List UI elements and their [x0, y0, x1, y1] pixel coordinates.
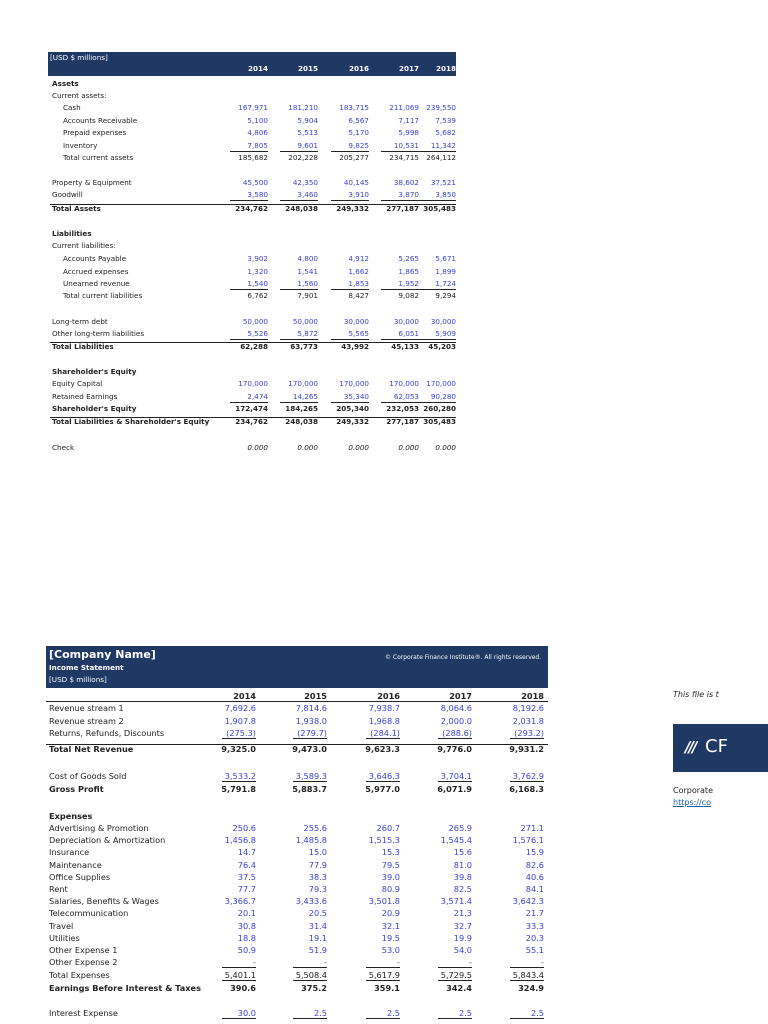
income-unit-label: [USD $ millions]	[49, 675, 107, 684]
balance-cell: 43,992	[341, 342, 369, 351]
balance-cell: 10,531	[381, 141, 419, 152]
income-cell: 39.0	[381, 871, 400, 882]
income-cell: 1,456.8	[224, 835, 256, 846]
balance-cell: 1,899	[435, 266, 456, 276]
income-cell: 1,938.0	[295, 715, 327, 726]
income-cell: 79.3	[308, 884, 327, 894]
balance-cell: 45,203	[428, 342, 456, 351]
balance-cell: 90,280	[418, 392, 456, 403]
balance-cell: 1,853	[331, 279, 369, 290]
current-asset-row: Cash	[63, 103, 81, 112]
income-cell: 55.1	[525, 945, 544, 955]
balance-cell: 3,910	[331, 190, 369, 201]
balance-cell: 211,069	[389, 103, 419, 112]
balance-cell: 9,294	[435, 291, 456, 300]
income-cell: 265.9	[448, 823, 472, 833]
income-cell: 271.1	[520, 823, 544, 833]
income-cell: 5,977.0	[365, 784, 400, 794]
balance-cell: 1,320	[247, 266, 268, 276]
check-row: Check	[52, 443, 75, 452]
income-cell: 7,938.7	[368, 703, 400, 713]
balance-cell: 5,682	[435, 128, 456, 137]
balance-cell: 234,762	[235, 204, 268, 213]
balance-cell: 5,265	[398, 254, 419, 263]
balance-cell: 167,971	[238, 103, 268, 112]
balance-cell: 248,038	[285, 417, 318, 426]
cfi-logo	[673, 724, 768, 772]
expense-row: Rent	[49, 884, 68, 894]
income-cell: 1,515.3	[368, 835, 400, 846]
balance-cell: 11,342	[418, 141, 456, 152]
balance-cell: 7,539	[435, 115, 456, 125]
balance-cell: 172,474	[235, 404, 268, 413]
income-cell: 260.7	[376, 823, 400, 833]
balance-cell: 2,474	[230, 392, 268, 403]
income-year-header: 2018	[521, 691, 544, 701]
income-cell: 84.1	[525, 884, 544, 894]
income-cell: (279.7)	[293, 728, 327, 739]
current-liabilities-label: Current liabilities:	[52, 241, 116, 250]
current-asset-row: Inventory	[63, 140, 98, 150]
balance-cell: 0.000	[435, 443, 456, 452]
income-cell: 37.5	[237, 871, 256, 882]
balance-cell: 30,000	[343, 317, 369, 326]
income-cell: 21.7	[525, 908, 544, 919]
balance-cell: 5,904	[297, 115, 318, 125]
income-cell: 3,704.1	[438, 771, 472, 782]
income-cell: 3,433.6	[295, 896, 327, 907]
income-year-header: 2014	[233, 691, 256, 701]
ebit-row: Earnings Before Interest & Taxes	[49, 983, 201, 993]
income-cell: 15.3	[381, 847, 400, 858]
total-liabilities-equity-row: Total Liabilities & Shareholder's Equity	[52, 417, 210, 426]
income-cell: -	[366, 957, 400, 968]
balance-year-header: 2014	[247, 64, 268, 73]
income-cell: -	[438, 957, 472, 968]
income-cell: 359.1	[374, 983, 400, 993]
income-cell: 15.6	[453, 847, 472, 858]
balance-cell: 3,580	[230, 190, 268, 201]
income-cell: 324.9	[518, 983, 544, 993]
total-rule	[50, 204, 456, 205]
income-cell: 5,401.1	[222, 970, 256, 981]
income-cell: 80.9	[381, 884, 400, 894]
cfi-logo-mark-icon: ///	[685, 738, 696, 756]
income-cell: 390.6	[230, 983, 256, 993]
income-cell: 3,366.7	[224, 896, 256, 907]
balance-cell: 62,053	[381, 392, 419, 403]
expense-row: Other Expense 1	[49, 945, 118, 955]
balance-cell: 14,265	[280, 392, 318, 403]
expense-row: Office Supplies	[49, 871, 111, 882]
income-cell: 18.8	[237, 932, 256, 943]
balance-cell: 5,909	[418, 329, 456, 340]
income-year-header: 2016	[377, 691, 400, 701]
side-note: This file is t	[673, 690, 719, 699]
income-company-name: [Company Name]	[49, 648, 156, 661]
income-cell: 54.0	[453, 945, 472, 955]
balance-cell: 37,521	[430, 178, 456, 187]
goodwill-row: Goodwill	[52, 190, 83, 199]
balance-cell: 205,340	[336, 404, 369, 413]
income-cell: 2.5	[293, 1008, 327, 1019]
balance-cell: 264,112	[426, 153, 456, 162]
balance-cell: 5,526	[230, 329, 268, 340]
balance-cell: 1,540	[230, 279, 268, 290]
balance-cell: 8,427	[348, 291, 369, 300]
balance-cell: 40,145	[343, 178, 369, 187]
income-cell: 3,642.3	[512, 896, 544, 907]
liabilities-title: Liabilities	[52, 229, 92, 238]
balance-cell: 50,000	[242, 317, 268, 326]
balance-unit-label: [USD $ millions]	[50, 53, 108, 62]
income-cell: 32.1	[381, 920, 400, 931]
total-net-revenue-row: Total Net Revenue	[49, 744, 134, 754]
income-cell: 33.3	[525, 920, 544, 931]
total-assets-row: Total Assets	[52, 204, 101, 213]
income-cell: 40.6	[525, 871, 544, 882]
balance-cell: 7,901	[297, 291, 318, 300]
income-cell: 9,473.0	[292, 744, 327, 754]
balance-cell: 260,280	[423, 404, 456, 413]
balance-cell: 181,210	[288, 103, 318, 112]
income-cell: 2,031.8	[512, 715, 544, 726]
balance-cell: 7,117	[398, 115, 419, 125]
income-cell: 20.3	[525, 932, 544, 943]
balance-cell: 3,870	[381, 190, 419, 201]
balance-cell: 277,187	[386, 417, 419, 426]
balance-cell: 170,000	[389, 379, 419, 388]
income-cell: 5,883.7	[292, 784, 327, 794]
balance-cell: 3,902	[247, 254, 268, 263]
income-cell: 6,071.9	[437, 784, 472, 794]
income-cell: 255.6	[303, 823, 327, 833]
assets-title: Assets	[52, 79, 79, 88]
income-cell: 32.7	[453, 920, 472, 931]
balance-cell: 42,350	[292, 178, 318, 187]
retained-earnings-row: Retained Earnings	[52, 392, 118, 401]
balance-cell: 4,800	[297, 254, 318, 263]
expense-row: Other Expense 2	[49, 957, 118, 968]
income-cell: 3,533.2	[222, 771, 256, 782]
income-year-header: 2015	[304, 691, 327, 701]
balance-cell: 9,082	[398, 291, 419, 300]
cfi-logo-text: CF	[705, 736, 728, 757]
balance-cell: 5,513	[297, 128, 318, 137]
equity-capital-row: Equity Capital	[52, 379, 103, 388]
balance-cell: 7,805	[230, 141, 268, 152]
current-liability-row: Accrued expenses	[63, 266, 129, 276]
balance-cell: 63,773	[290, 342, 318, 351]
income-cell: 250.6	[232, 823, 256, 833]
income-cell: 375.2	[301, 983, 327, 993]
income-cell: (284.1)	[366, 728, 400, 739]
balance-cell: 6,567	[348, 115, 369, 125]
expense-row: Utilities	[49, 932, 80, 943]
balance-cell: 9,601	[280, 141, 318, 152]
balance-cell: 1,560	[280, 279, 318, 290]
income-year-header: 2017	[449, 691, 472, 701]
total-current-liabilities: Total current liabilities	[63, 291, 143, 300]
balance-cell: 35,340	[331, 392, 369, 403]
interest-expense-row: Interest Expense	[49, 1008, 118, 1018]
balance-cell: 170,000	[339, 379, 369, 388]
long-term-debt-row: Long-term debt	[52, 317, 108, 326]
current-asset-row: Prepaid expenses	[63, 128, 127, 137]
total-liabilities-row: Total Liabilities	[52, 342, 114, 351]
balance-cell: 4,806	[247, 128, 268, 137]
income-cell: 1,907.8	[224, 715, 256, 726]
balance-cell: 1,865	[398, 266, 419, 276]
income-cell: 5,617.9	[366, 970, 400, 981]
current-liability-row: Unearned revenue	[63, 279, 130, 288]
balance-cell: 5,100	[247, 115, 268, 125]
income-cell: 3,501.8	[368, 896, 400, 907]
balance-cell: 6,051	[381, 329, 419, 340]
balance-cell: 170,000	[288, 379, 318, 388]
revenue-row: Revenue stream 1	[49, 703, 124, 713]
income-cell: 19.5	[381, 932, 400, 943]
balance-year-header: 2015	[297, 64, 318, 73]
income-cell: 30.8	[237, 920, 256, 931]
balance-cell: 185,682	[238, 153, 268, 162]
balance-year-header: 2017	[398, 64, 419, 73]
balance-cell: 1,541	[297, 266, 318, 276]
income-cell: 342.4	[446, 983, 472, 993]
expense-row: Advertising & Promotion	[49, 823, 149, 833]
balance-cell: 3,460	[280, 190, 318, 201]
income-cell: 8,192.6	[512, 703, 544, 713]
current-assets-label: Current assets:	[52, 91, 107, 100]
income-cell: 1,485.8	[295, 835, 327, 846]
balance-cell: 183,715	[339, 103, 369, 112]
total-rule	[50, 417, 456, 418]
balance-cell: 38,602	[393, 178, 419, 187]
income-cell: 31.4	[308, 920, 327, 931]
income-cell: 81.0	[453, 859, 472, 870]
income-cell: 9,931.2	[509, 744, 544, 754]
income-cell: 7,814.6	[295, 703, 327, 713]
income-cell: 15.9	[525, 847, 544, 858]
balance-cell: 249,332	[336, 417, 369, 426]
income-title: Income Statement	[49, 663, 124, 672]
income-cell: 5,791.8	[221, 784, 256, 794]
income-cell: 7,692.6	[224, 703, 256, 713]
income-cell: 20.1	[237, 908, 256, 919]
revenue-row: Revenue stream 2	[49, 715, 124, 726]
balance-cell: 234,762	[235, 417, 268, 426]
balance-cell: 9,825	[331, 141, 369, 152]
balance-cell: 234,715	[389, 153, 419, 162]
income-cell: 30.0	[222, 1008, 256, 1019]
income-cell: 3,589.3	[293, 771, 327, 782]
balance-cell: 249,332	[336, 204, 369, 213]
balance-cell: 5,565	[331, 329, 369, 340]
income-cell: -	[293, 957, 327, 968]
gross-profit-row: Gross Profit	[49, 784, 104, 794]
income-cell: (293.2)	[510, 728, 544, 739]
income-cell: 6,168.3	[509, 784, 544, 794]
income-cell: 20.5	[308, 908, 327, 919]
balance-cell: 5,671	[435, 254, 456, 263]
balance-cell: 0.000	[297, 443, 318, 452]
income-cell: 21.3	[453, 908, 472, 919]
income-cell: 77.7	[237, 884, 256, 894]
income-cell: (275.3)	[222, 728, 256, 739]
balance-year-header: 2016	[348, 64, 369, 73]
income-header-rule	[46, 701, 548, 702]
income-cell: 2.5	[438, 1008, 472, 1019]
income-cell: 79.5	[381, 859, 400, 870]
income-cell: (288.6)	[438, 728, 472, 739]
income-cell: 76.4	[237, 859, 256, 870]
income-cell: 3,571.4	[440, 896, 472, 907]
total-rule	[50, 342, 456, 343]
income-cell: 9,325.0	[221, 744, 256, 754]
equity-title: Shareholder's Equity	[52, 367, 137, 376]
income-cell: 5,729.5	[438, 970, 472, 981]
balance-cell: 0.000	[348, 443, 369, 452]
balance-cell: 30,000	[430, 317, 456, 326]
income-cell: 8,064.6	[440, 703, 472, 713]
income-cell: 39.8	[453, 871, 472, 882]
balance-cell: 205,277	[339, 153, 369, 162]
balance-cell: 248,038	[285, 204, 318, 213]
income-copyright: © Corporate Finance Institute®. All rights reserved.	[385, 654, 542, 661]
total-current-assets: Total current assets	[63, 153, 134, 162]
income-cell: -	[510, 957, 544, 968]
balance-cell: 3,850	[418, 190, 456, 201]
balance-cell: 1,724	[418, 279, 456, 290]
expenses-title: Expenses	[49, 811, 93, 821]
balance-cell: 5,170	[348, 128, 369, 137]
expense-row: Depreciation & Amortization	[49, 835, 166, 846]
balance-cell: 6,762	[247, 291, 268, 300]
income-cell: 5,843.4	[510, 970, 544, 981]
income-cell: 1,545.4	[440, 835, 472, 846]
income-cell: 19.9	[453, 932, 472, 943]
balance-cell: 239,550	[426, 103, 456, 112]
side-corp-label: Corporate	[673, 786, 713, 795]
income-cell: 2.5	[366, 1008, 400, 1019]
ppe-row: Property & Equipment	[52, 178, 132, 187]
income-cell: 77.9	[308, 859, 327, 870]
balance-cell: 232,053	[386, 404, 419, 413]
income-cell: 9,623.3	[365, 744, 400, 754]
income-total-rule	[46, 744, 548, 745]
income-cell: 1,576.1	[512, 835, 544, 846]
balance-cell: 170,000	[238, 379, 268, 388]
balance-cell: 45,500	[242, 178, 268, 187]
income-cell: 82.5	[453, 884, 472, 894]
balance-cell: 170,000	[426, 379, 456, 388]
income-cell: 15.0	[308, 847, 327, 858]
revenue-row: Returns, Refunds, Discounts	[49, 728, 165, 738]
balance-cell: 277,187	[386, 204, 419, 213]
side-link[interactable]: https://co	[673, 798, 711, 807]
balance-cell: 184,265	[285, 404, 318, 413]
income-cell: -	[222, 957, 256, 968]
balance-cell: 202,228	[288, 153, 318, 162]
balance-cell: 1,952	[381, 279, 419, 290]
expense-row: Salaries, Benefits & Wages	[49, 896, 159, 907]
income-cell: 5,508.4	[293, 970, 327, 981]
balance-cell: 50,000	[292, 317, 318, 326]
income-cell: 20.9	[381, 908, 400, 919]
balance-cell: 0.000	[247, 443, 268, 452]
expense-row: Travel	[49, 920, 74, 931]
income-cell: 82.6	[525, 859, 544, 870]
expense-row: Insurance	[49, 847, 90, 858]
income-cell: 50.9	[237, 945, 256, 955]
income-cell: 2.5	[510, 1008, 544, 1019]
income-cell: 3,646.3	[366, 771, 400, 782]
balance-cell: 45,133	[391, 342, 419, 351]
balance-cell: 4,912	[348, 254, 369, 263]
total-equity-row: Shareholder's Equity	[52, 404, 137, 413]
balance-year-header: 2018	[435, 64, 456, 73]
cogs-row: Cost of Goods Sold	[49, 771, 127, 781]
balance-cell: 0.000	[398, 443, 419, 452]
total-expenses-row: Total Expenses	[49, 970, 110, 980]
balance-cell: 5,998	[398, 128, 419, 137]
balance-cell: 305,483	[423, 417, 456, 426]
balance-cell: 62,288	[240, 342, 268, 351]
income-cell: 3,762.9	[510, 771, 544, 782]
income-cell: 53.0	[381, 945, 400, 955]
balance-cell: 5,872	[280, 329, 318, 340]
income-cell: 9,776.0	[437, 744, 472, 754]
income-cell: 51.9	[308, 945, 327, 955]
other-lt-liabilities-row: Other long-term liabilities	[52, 329, 145, 338]
income-cell: 19.1	[308, 932, 327, 943]
current-asset-row: Accounts Receivable	[63, 115, 138, 125]
income-cell: 14.7	[237, 847, 256, 858]
expense-row: Telecommunication	[49, 908, 129, 919]
balance-cell: 30,000	[393, 317, 419, 326]
balance-cell: 1,662	[348, 266, 369, 276]
expense-row: Maintenance	[49, 859, 102, 870]
income-cell: 38.3	[308, 871, 327, 882]
income-cell: 2,000.0	[440, 715, 472, 726]
current-liability-row: Accounts Payable	[63, 254, 127, 263]
balance-cell: 305,483	[423, 204, 456, 213]
income-cell: 1,968.8	[368, 715, 400, 726]
